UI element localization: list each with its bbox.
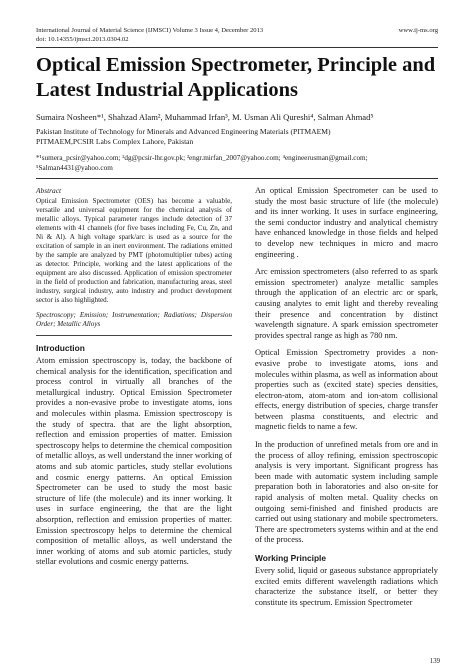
- right-column: [255, 186, 438, 608]
- paragraph: Optical Emission Spectrometry provides a non-evasive probe to investigate atoms, ions and molecules within plasma, as well as information about properties such as (excited state) species densities, electron-atom, atom-atom and ion-atom collisional effects, energy distribution of species, charge transfer between plasma constituents, and electric and magnetic fields to name a few.: [255, 348, 438, 432]
- paper-title: Optical Emission Spectrometer, Principle and Latest Industrial Applications: [36, 54, 436, 101]
- paragraph: Every solid, liquid or gaseous substance appropriately excited emits different wavelength radiations which characterize the substance itself, or better they constitute its spectrum. Emission Spectrometer: [255, 566, 438, 607]
- running-header: [36, 27, 438, 45]
- email-line: ⁵Salman4431@yahoo.com: [36, 163, 113, 172]
- author-list: Sumaira Nosheen*¹, Shahzad Alam², Muhammad Irfan³, M. Usman Ali Qureshi⁴, Salman Ahmad⁵: [36, 112, 374, 122]
- email-line: *¹sumera_pcsir@yahoo.com; ²dg@pcsir-lhr.gov.pk; ³engr.mirfan_2007@yahoo.com; ⁴engineerusman@gmail.com;: [36, 154, 368, 162]
- section-heading-introduction: Introduction: [36, 343, 85, 353]
- paragraph: An optical Emission Spectrometer can be used to study the most basic structure of life (the molecule) and its inner working. It uses in surface engineering, the semi conductor industry and analytical chemistry have enhanced knowledge in those fields and helped to develop new techniques in micro and macro engineering .: [255, 186, 438, 259]
- author-emails: [36, 154, 456, 173]
- paragraph: Arc emission spectrometers (also referred to as spark emission spectrometer) analyze metallic samples through the application of an electric arc or spark, causing analytes to emit light and thereby revealing their presence and concentration by distinct wavelength signature. A spark emission spectrometer provides spectral range as high as 780 nm.: [255, 267, 438, 340]
- keywords-rule: [36, 335, 232, 336]
- paragraph: In the production of unrefined metals from ore and in the process of alloy refining, emission spectroscopic analysis is very important. Significant progress has been made with automatic system including sample preparation both in laboratories and also on-site for rapid analysis of molten metal. Quality checks on outgoing semi-finished and finished products are carried out using stationary and mobile spectrometers. There are spectrometers systems within and at the end of the process.: [255, 440, 438, 545]
- left-column: [36, 186, 232, 568]
- header-rule: [36, 47, 438, 48]
- affiliation-line: Pakistan Institute of Technology for Minerals and Advanced Engineering Materials (PITMAEM): [36, 127, 331, 136]
- introduction-text: Atom emission spectroscopy is, today, the backbone of chemical analysis for the identification, specification and process control in virtually all branches of the metallurgical industry. Optical Emission Spectrometer provides a non-evasive probe to investigate atoms, ions and molecules within plasma. Emission spectroscopy is the study of spectra. that are the light absorption, reflection and emission properties of matter. Emission spectroscopy helps to determine the chemical composition of metallic alloys, as well understand the inner working of atoms and sub atomic particles, study stellar evolutions and cosmic energy patterns. An optical Emission Spectrometer can be used to study the most basic structure of life (the molecule) and its inner working. It uses in surface engineering, the that are the light absorption, reflection and emission properties of matter. Emission spectroscopy helps to determine the chemical composition of metallic alloys, as well understand the inner working of atoms and sub atomic particles, study stellar evolutions and cosmic energy patterns.: [36, 356, 232, 567]
- journal-citation: International Journal of Material Science (IJMSCI) Volume 3 Issue 4, December 2013: [36, 27, 264, 34]
- journal-website: www.ij-ms.org: [398, 27, 438, 34]
- abstract-text: Optical Emission Spectrometer (OES) has become a valuable, versatile and universal equipment for the chemical analysis of metallic alloys. Typical parameter ranges include detection of 37 elements with 41 channels (for five bases including Fe, Cu, Zn, and Ni & Al). A high voltage spark/arc is used as a source for the excitation of sample in an inert environment. The radiations emitted by the sample are analyzed by PMT (photomultiplier tubes) acting as detector. Principle, working and the latest applications of the equipment are also discussed. Application of emission spectrometer in the field of production and fabrication, manufacturing areas, steel industry, surgical industry, auto industry and product development sector is also highlighted.: [36, 197, 232, 304]
- abstract-heading: Abstract: [36, 186, 62, 195]
- keywords: Spectroscopy; Emission; Instrumentation; Radiations; Dispersion Order; Metallic Alloys: [36, 311, 232, 328]
- doi: doi: 10.14355/ijmsci.2013.0304.02: [36, 35, 129, 43]
- title-block-rule: [36, 178, 438, 179]
- affiliation: [36, 127, 446, 146]
- section-heading-working-principle: Working Principle: [255, 553, 327, 563]
- page-number: 139: [429, 658, 440, 665]
- affiliation-line: PITMAEM,PCSIR Labs Complex Lahore, Pakistan: [36, 136, 194, 146]
